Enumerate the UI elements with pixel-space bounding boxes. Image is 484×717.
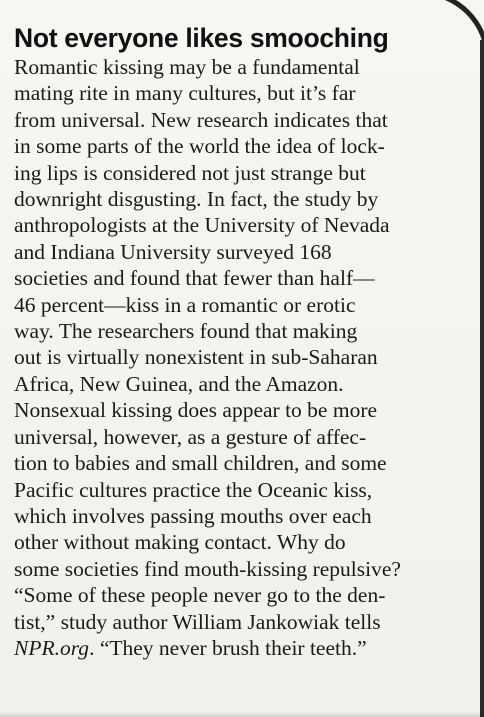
body-line: some societies find mouth-kissing repulsive?: [14, 556, 401, 581]
body-line: Nonsexual kissing does appear to be more: [14, 398, 378, 423]
page-border-right: [480, 40, 484, 717]
body-line: which involves passing mouths over each: [14, 503, 372, 528]
closing-quote: . “They never brush their teeth.”: [89, 635, 367, 660]
body-line: and Indiana University surveyed 168: [14, 239, 332, 264]
body-line: universal, however, as a gesture of affec-: [14, 424, 367, 449]
body-line: Romantic kissing may be a fundamental: [14, 55, 360, 79]
body-line: ing lips is considered not just strange but: [14, 160, 366, 185]
body-line: anthropologists at the University of Nevada: [14, 213, 390, 238]
page-bottom-shadow: [0, 711, 484, 717]
body-line: Africa, New Guinea, and the Amazon.: [14, 371, 344, 396]
body-line: other without making contact. Why do: [14, 530, 346, 555]
body-line: downright disgusting. In fact, the study by: [14, 187, 379, 212]
body-line: tion to babies and small children, and some: [14, 451, 387, 476]
body-line: way. The researchers found that making: [14, 319, 358, 344]
body-line: from universal. New research indicates that: [14, 107, 388, 132]
body-line: “Some of these people never go to the den-: [14, 583, 386, 608]
body-line: tist,” study author William Jankowiak tells: [14, 609, 381, 634]
body-line: 46 percent—kiss in a romantic or erotic: [14, 292, 356, 317]
body-line: in some parts of the world the idea of lock-: [14, 134, 385, 159]
body-line: Pacific cultures practice the Oceanic kiss,: [14, 477, 373, 502]
body-line: societies and found that fewer than half—: [14, 266, 375, 291]
body-line: out is virtually nonexistent in sub-Saharan: [14, 345, 378, 370]
body-line-last: [14, 635, 480, 661]
article-headline: Not everyone likes smooching: [14, 23, 389, 53]
body-line: mating rite in many cultures, but it’s far: [14, 81, 356, 106]
article-body: [14, 54, 480, 661]
source-name: NPR.org: [14, 635, 90, 660]
article: [14, 22, 480, 661]
